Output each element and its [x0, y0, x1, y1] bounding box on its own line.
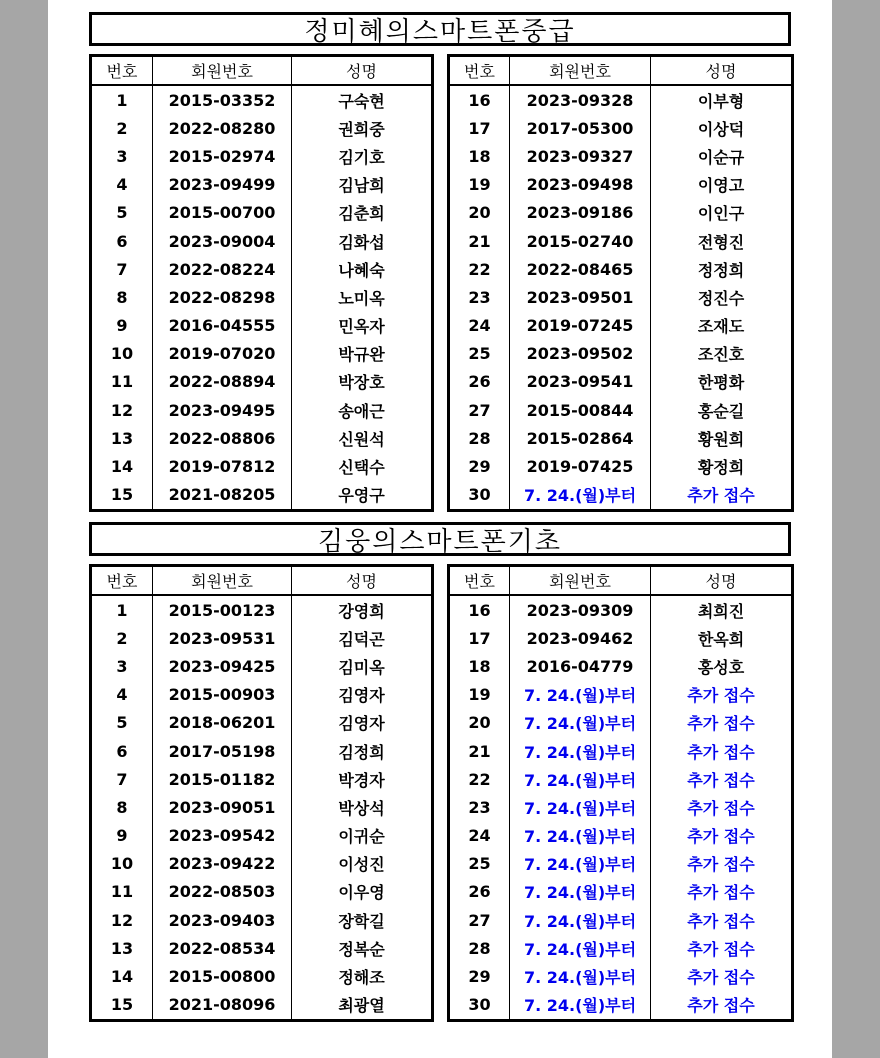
- cell-name: 홍순길: [651, 396, 793, 424]
- cell-member-no: 2018-06201: [153, 709, 292, 737]
- cell-member-no: 7. 24.(월)부터: [510, 991, 651, 1021]
- cell-num: 22: [449, 765, 510, 793]
- header-name: 성명: [292, 56, 433, 86]
- cell-member-no: 7. 24.(월)부터: [510, 878, 651, 906]
- cell-name: 장학길: [292, 906, 433, 934]
- header-num: 번호: [91, 566, 153, 596]
- cell-name: 이순규: [651, 142, 793, 170]
- cell-member-no: 2023-09327: [510, 142, 651, 170]
- cell-name: 추가 접수: [651, 793, 793, 821]
- table-row: [91, 765, 433, 793]
- cell-num: 13: [91, 934, 153, 962]
- cell-member-no: 2019-07020: [153, 340, 292, 368]
- cell-member-no: 2015-02974: [153, 142, 292, 170]
- cell-num: 30: [449, 481, 510, 511]
- table-row: [91, 737, 433, 765]
- table-row: [91, 681, 433, 709]
- cell-num: 18: [449, 142, 510, 170]
- cell-member-no: 2015-02864: [510, 424, 651, 452]
- table-row: [91, 850, 433, 878]
- table-row: [449, 283, 793, 311]
- cell-name: 정정희: [651, 255, 793, 283]
- cell-name: 황원희: [651, 424, 793, 452]
- cell-name: 권희중: [292, 114, 433, 142]
- cell-member-no: 2023-09004: [153, 227, 292, 255]
- cell-num: 9: [91, 822, 153, 850]
- table-row: [449, 595, 793, 624]
- cell-member-no: 7. 24.(월)부터: [510, 737, 651, 765]
- cell-name: 신택수: [292, 452, 433, 480]
- cell-name: 김덕곤: [292, 624, 433, 652]
- cell-name: 민옥자: [292, 312, 433, 340]
- header-name: 성명: [651, 566, 793, 596]
- header-member-no: 회원번호: [153, 566, 292, 596]
- cell-name: 이부형: [651, 85, 793, 114]
- cell-member-no: 2023-09051: [153, 793, 292, 821]
- table-row: [91, 481, 433, 511]
- cell-num: 19: [449, 681, 510, 709]
- table-row: [91, 396, 433, 424]
- cell-num: 25: [449, 850, 510, 878]
- roster-table-left: [89, 564, 434, 1022]
- cell-num: 16: [449, 85, 510, 114]
- cell-name: 김영자: [292, 681, 433, 709]
- cell-member-no: 2022-08224: [153, 255, 292, 283]
- cell-num: 20: [449, 709, 510, 737]
- cell-num: 26: [449, 878, 510, 906]
- class-section: [89, 522, 791, 1016]
- table-row: [91, 652, 433, 680]
- cell-num: 9: [91, 312, 153, 340]
- table-row: [91, 424, 433, 452]
- cell-member-no: 2015-03352: [153, 85, 292, 114]
- table-row: [91, 368, 433, 396]
- table-row: [449, 396, 793, 424]
- roster-tables: [89, 54, 791, 506]
- cell-name: 이귀순: [292, 822, 433, 850]
- cell-member-no: 7. 24.(월)부터: [510, 681, 651, 709]
- cell-name: 추가 접수: [651, 878, 793, 906]
- cell-member-no: 2023-09462: [510, 624, 651, 652]
- cell-num: 8: [91, 283, 153, 311]
- cell-name: 추가 접수: [651, 934, 793, 962]
- table-row: [91, 452, 433, 480]
- cell-name: 이우영: [292, 878, 433, 906]
- cell-member-no: 2023-09403: [153, 906, 292, 934]
- table-row: [449, 737, 793, 765]
- cell-name: 박경자: [292, 765, 433, 793]
- table-row: [91, 822, 433, 850]
- cell-name: 추가 접수: [651, 850, 793, 878]
- cell-name: 추가 접수: [651, 737, 793, 765]
- cell-name: 김영자: [292, 709, 433, 737]
- cell-num: 8: [91, 793, 153, 821]
- cell-member-no: 2023-09495: [153, 396, 292, 424]
- cell-member-no: 2023-09542: [153, 822, 292, 850]
- table-row: [449, 171, 793, 199]
- cell-name: 정진수: [651, 283, 793, 311]
- cell-member-no: 7. 24.(월)부터: [510, 793, 651, 821]
- cell-name: 홍성호: [651, 652, 793, 680]
- table-row: [449, 85, 793, 114]
- table-row: [91, 906, 433, 934]
- cell-num: 11: [91, 878, 153, 906]
- table-row: [449, 255, 793, 283]
- cell-name: 추가 접수: [651, 991, 793, 1021]
- table-row: [449, 906, 793, 934]
- cell-name: 구숙현: [292, 85, 433, 114]
- cell-member-no: 2015-00800: [153, 962, 292, 990]
- cell-num: 27: [449, 396, 510, 424]
- cell-num: 26: [449, 368, 510, 396]
- cell-num: 17: [449, 114, 510, 142]
- cell-member-no: 2023-09498: [510, 171, 651, 199]
- cell-num: 2: [91, 114, 153, 142]
- cell-num: 21: [449, 227, 510, 255]
- cell-name: 박장호: [292, 368, 433, 396]
- cell-member-no: 2023-09501: [510, 283, 651, 311]
- cell-member-no: 2019-07245: [510, 312, 651, 340]
- cell-num: 22: [449, 255, 510, 283]
- cell-name: 박규완: [292, 340, 433, 368]
- cell-name: 김남희: [292, 171, 433, 199]
- document-page: [48, 0, 832, 1058]
- table-row: [91, 878, 433, 906]
- class-section: [89, 12, 791, 506]
- roster-table-right: [447, 564, 794, 1022]
- cell-member-no: 2019-07425: [510, 452, 651, 480]
- cell-name: 김춘희: [292, 199, 433, 227]
- cell-member-no: 2022-08806: [153, 424, 292, 452]
- table-row: [91, 171, 433, 199]
- table-row: [449, 962, 793, 990]
- cell-num: 3: [91, 652, 153, 680]
- cell-num: 5: [91, 709, 153, 737]
- cell-name: 우영구: [292, 481, 433, 511]
- table-row: [449, 114, 793, 142]
- cell-name: 추가 접수: [651, 765, 793, 793]
- cell-name: 추가 접수: [651, 962, 793, 990]
- cell-num: 14: [91, 962, 153, 990]
- table-row: [91, 85, 433, 114]
- cell-num: 17: [449, 624, 510, 652]
- table-row: [91, 255, 433, 283]
- table-row: [449, 681, 793, 709]
- table-row: [91, 709, 433, 737]
- cell-num: 15: [91, 991, 153, 1021]
- cell-member-no: 2017-05300: [510, 114, 651, 142]
- cell-member-no: 2015-01182: [153, 765, 292, 793]
- cell-name: 신원석: [292, 424, 433, 452]
- table-row: [91, 199, 433, 227]
- cell-member-no: 7. 24.(월)부터: [510, 962, 651, 990]
- table-row: [449, 822, 793, 850]
- cell-num: 1: [91, 595, 153, 624]
- cell-num: 19: [449, 171, 510, 199]
- cell-name: 노미옥: [292, 283, 433, 311]
- header-row: [449, 566, 793, 596]
- cell-num: 6: [91, 227, 153, 255]
- cell-member-no: 2015-00700: [153, 199, 292, 227]
- table-row: [449, 624, 793, 652]
- cell-num: 29: [449, 962, 510, 990]
- cell-num: 13: [91, 424, 153, 452]
- cell-name: 박상석: [292, 793, 433, 821]
- cell-member-no: 2022-08298: [153, 283, 292, 311]
- table-row: [449, 452, 793, 480]
- cell-member-no: 2016-04555: [153, 312, 292, 340]
- table-row: [449, 850, 793, 878]
- table-row: [91, 340, 433, 368]
- cell-name: 송애근: [292, 396, 433, 424]
- table-row: [449, 312, 793, 340]
- roster-table-right: [447, 54, 794, 512]
- cell-num: 4: [91, 171, 153, 199]
- header-row: [449, 56, 793, 86]
- cell-member-no: 2017-05198: [153, 737, 292, 765]
- header-num: 번호: [91, 56, 153, 86]
- cell-num: 2: [91, 624, 153, 652]
- cell-name: 이상덕: [651, 114, 793, 142]
- cell-member-no: 7. 24.(월)부터: [510, 822, 651, 850]
- header-member-no: 회원번호: [153, 56, 292, 86]
- cell-num: 28: [449, 934, 510, 962]
- cell-member-no: 2023-09328: [510, 85, 651, 114]
- cell-name: 추가 접수: [651, 681, 793, 709]
- header-name: 성명: [651, 56, 793, 86]
- table-row: [449, 878, 793, 906]
- cell-name: 이인구: [651, 199, 793, 227]
- cell-name: 조진호: [651, 340, 793, 368]
- cell-member-no: 7. 24.(월)부터: [510, 481, 651, 511]
- class-title: 김웅의스마트폰기초: [89, 522, 791, 556]
- table-row: [91, 962, 433, 990]
- cell-num: 4: [91, 681, 153, 709]
- cell-num: 27: [449, 906, 510, 934]
- table-row: [449, 991, 793, 1021]
- cell-member-no: 2023-09499: [153, 171, 292, 199]
- cell-num: 29: [449, 452, 510, 480]
- cell-name: 이성진: [292, 850, 433, 878]
- table-row: [91, 793, 433, 821]
- table-row: [449, 227, 793, 255]
- header-name: 성명: [292, 566, 433, 596]
- table-row: [449, 652, 793, 680]
- cell-num: 30: [449, 991, 510, 1021]
- class-title: 정미혜의스마트폰중급: [89, 12, 791, 46]
- cell-member-no: 7. 24.(월)부터: [510, 934, 651, 962]
- header-row: [91, 56, 433, 86]
- cell-num: 15: [91, 481, 153, 511]
- cell-name: 한옥희: [651, 624, 793, 652]
- cell-member-no: 2015-00123: [153, 595, 292, 624]
- cell-name: 김기호: [292, 142, 433, 170]
- cell-num: 12: [91, 906, 153, 934]
- cell-num: 24: [449, 312, 510, 340]
- cell-num: 7: [91, 255, 153, 283]
- table-row: [449, 340, 793, 368]
- cell-num: 28: [449, 424, 510, 452]
- table-row: [449, 368, 793, 396]
- cell-member-no: 2022-08534: [153, 934, 292, 962]
- roster-table-left: [89, 54, 434, 512]
- cell-name: 최희진: [651, 595, 793, 624]
- cell-name: 김미옥: [292, 652, 433, 680]
- cell-num: 11: [91, 368, 153, 396]
- cell-name: 추가 접수: [651, 709, 793, 737]
- table-row: [91, 227, 433, 255]
- header-member-no: 회원번호: [510, 566, 651, 596]
- header-num: 번호: [449, 56, 510, 86]
- cell-member-no: 2021-08096: [153, 991, 292, 1021]
- header-member-no: 회원번호: [510, 56, 651, 86]
- table-row: [91, 934, 433, 962]
- cell-num: 20: [449, 199, 510, 227]
- table-row: [91, 595, 433, 624]
- cell-member-no: 2015-00844: [510, 396, 651, 424]
- cell-num: 3: [91, 142, 153, 170]
- table-row: [449, 199, 793, 227]
- cell-num: 6: [91, 737, 153, 765]
- cell-num: 10: [91, 340, 153, 368]
- cell-name: 정복순: [292, 934, 433, 962]
- table-row: [91, 142, 433, 170]
- cell-num: 25: [449, 340, 510, 368]
- cell-member-no: 2016-04779: [510, 652, 651, 680]
- cell-member-no: 7. 24.(월)부터: [510, 850, 651, 878]
- header-num: 번호: [449, 566, 510, 596]
- cell-member-no: 2019-07812: [153, 452, 292, 480]
- cell-name: 추가 접수: [651, 822, 793, 850]
- cell-member-no: 2022-08280: [153, 114, 292, 142]
- cell-num: 16: [449, 595, 510, 624]
- cell-name: 이영고: [651, 171, 793, 199]
- cell-name: 추가 접수: [651, 481, 793, 511]
- cell-name: 정해조: [292, 962, 433, 990]
- table-row: [91, 312, 433, 340]
- cell-member-no: 2015-02740: [510, 227, 651, 255]
- cell-member-no: 7. 24.(월)부터: [510, 709, 651, 737]
- cell-name: 한평화: [651, 368, 793, 396]
- cell-num: 12: [91, 396, 153, 424]
- cell-member-no: 2015-00903: [153, 681, 292, 709]
- cell-name: 김정희: [292, 737, 433, 765]
- table-row: [449, 934, 793, 962]
- cell-member-no: 2023-09425: [153, 652, 292, 680]
- cell-num: 5: [91, 199, 153, 227]
- table-row: [449, 142, 793, 170]
- table-row: [449, 793, 793, 821]
- cell-member-no: 2023-09309: [510, 595, 651, 624]
- cell-num: 21: [449, 737, 510, 765]
- cell-name: 전형진: [651, 227, 793, 255]
- table-row: [449, 765, 793, 793]
- table-row: [91, 991, 433, 1021]
- cell-member-no: 2023-09422: [153, 850, 292, 878]
- table-row: [449, 481, 793, 511]
- cell-member-no: 2023-09531: [153, 624, 292, 652]
- cell-num: 23: [449, 793, 510, 821]
- cell-num: 24: [449, 822, 510, 850]
- cell-member-no: 2023-09502: [510, 340, 651, 368]
- roster-tables: [89, 564, 791, 1016]
- cell-member-no: 2023-09186: [510, 199, 651, 227]
- cell-member-no: 2022-08465: [510, 255, 651, 283]
- cell-name: 나혜숙: [292, 255, 433, 283]
- table-row: [91, 114, 433, 142]
- table-row: [91, 624, 433, 652]
- table-row: [449, 424, 793, 452]
- cell-num: 1: [91, 85, 153, 114]
- table-row: [449, 709, 793, 737]
- cell-member-no: 2023-09541: [510, 368, 651, 396]
- cell-member-no: 7. 24.(월)부터: [510, 906, 651, 934]
- cell-name: 추가 접수: [651, 906, 793, 934]
- cell-num: 10: [91, 850, 153, 878]
- cell-num: 7: [91, 765, 153, 793]
- cell-member-no: 7. 24.(월)부터: [510, 765, 651, 793]
- cell-member-no: 2022-08894: [153, 368, 292, 396]
- cell-name: 김화섭: [292, 227, 433, 255]
- header-row: [91, 566, 433, 596]
- cell-num: 18: [449, 652, 510, 680]
- cell-name: 강영희: [292, 595, 433, 624]
- table-row: [91, 283, 433, 311]
- cell-member-no: 2021-08205: [153, 481, 292, 511]
- cell-name: 황정희: [651, 452, 793, 480]
- cell-member-no: 2022-08503: [153, 878, 292, 906]
- cell-num: 14: [91, 452, 153, 480]
- cell-num: 23: [449, 283, 510, 311]
- cell-name: 조재도: [651, 312, 793, 340]
- cell-name: 최광열: [292, 991, 433, 1021]
